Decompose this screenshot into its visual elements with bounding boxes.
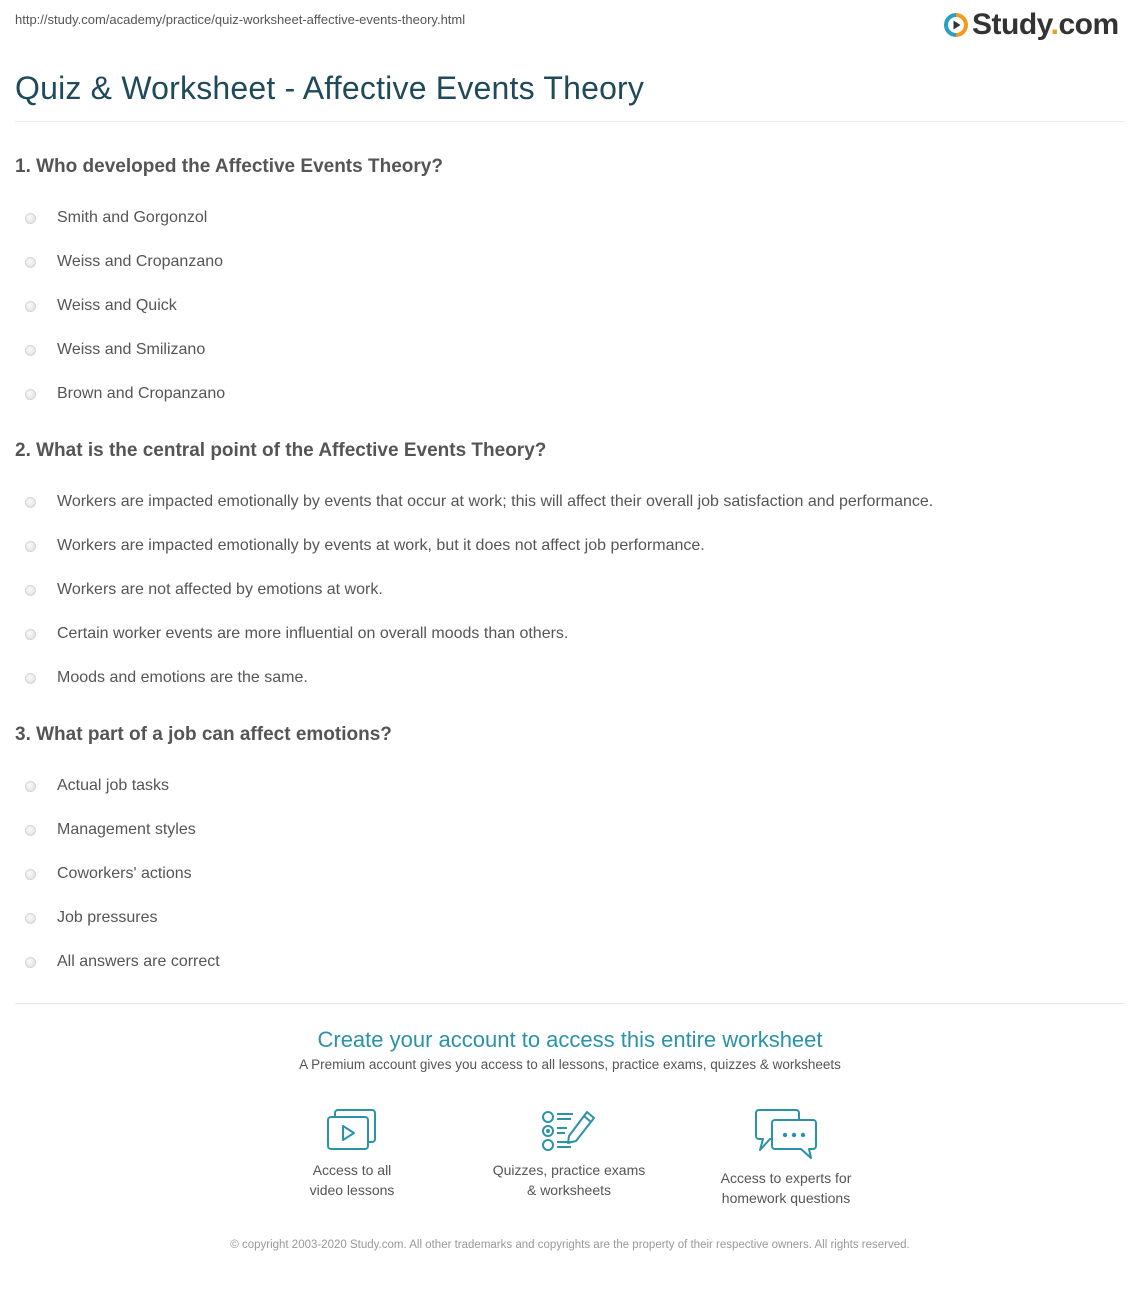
answer-option[interactable]: [15, 328, 1125, 372]
answer-option[interactable]: [15, 240, 1125, 284]
question-title: 1. Who developed the Affective Events Theory?: [15, 156, 443, 177]
divider: [15, 1003, 1125, 1004]
signup-cta: [0, 1026, 1140, 1072]
answer-options: [15, 480, 1125, 700]
feature-label-line2: video lessons: [309, 1182, 395, 1198]
radio-button[interactable]: [25, 301, 36, 312]
logo-text-tld: com: [1058, 8, 1119, 41]
feature-video-lessons: [252, 1108, 452, 1200]
chat-bubbles-icon: [754, 1108, 818, 1160]
logo-dot: .: [1050, 8, 1059, 41]
answer-option[interactable]: [15, 852, 1125, 896]
answer-option[interactable]: [15, 480, 1125, 524]
question-title: 2. What is the central point of the Affective Events Theory?: [15, 440, 547, 461]
answer-label: Actual job tasks: [57, 777, 170, 794]
radio-button[interactable]: [25, 345, 36, 356]
video-lessons-icon: [326, 1108, 378, 1152]
page-url: http://study.com/academy/practice/quiz-worksheet-affective-events-theory.html: [15, 12, 466, 27]
answer-label: Brown and Cropanzano: [57, 385, 226, 402]
feature-label-line2: & worksheets: [526, 1182, 612, 1198]
answer-label: Smith and Gorgonzol: [57, 209, 208, 226]
feature-label: [252, 1160, 452, 1200]
answer-label: Weiss and Smilizano: [57, 341, 206, 358]
question-3: [15, 720, 1125, 984]
answer-label: Certain worker events are more influential on overall moods than others.: [57, 625, 569, 642]
answer-label: Coworkers' actions: [57, 865, 192, 882]
question-1: [15, 152, 1125, 416]
answer-label: Job pressures: [57, 909, 158, 926]
radio-button[interactable]: [25, 497, 36, 508]
radio-button[interactable]: [25, 389, 36, 400]
create-account-link[interactable]: Create your account to access this entire worksheet: [317, 1027, 823, 1052]
answer-option[interactable]: [15, 940, 1125, 984]
radio-button[interactable]: [25, 869, 36, 880]
radio-button[interactable]: [25, 913, 36, 924]
study-logo[interactable]: [944, 8, 1119, 42]
radio-button[interactable]: [25, 213, 36, 224]
page-title: Quiz & Worksheet - Affective Events Theory: [15, 70, 645, 106]
feature-label: [686, 1168, 886, 1208]
answer-option[interactable]: [15, 764, 1125, 808]
radio-button[interactable]: [25, 585, 36, 596]
answer-label: All answers are correct: [57, 953, 220, 970]
feature-label: [469, 1160, 669, 1200]
feature-quizzes: [469, 1108, 669, 1200]
answer-option[interactable]: [15, 284, 1125, 328]
radio-button[interactable]: [25, 781, 36, 792]
radio-button[interactable]: [25, 673, 36, 684]
answer-label: Moods and emotions are the same.: [57, 669, 308, 686]
question-2: [15, 436, 1125, 700]
feature-label-line2: homework questions: [721, 1190, 851, 1206]
answer-option[interactable]: [15, 808, 1125, 852]
answer-option[interactable]: [15, 612, 1125, 656]
radio-button[interactable]: [25, 541, 36, 552]
answer-label: Workers are impacted emotionally by events at work, but it does not affect job performance.: [57, 537, 705, 554]
feature-label-line1: Access to all: [312, 1162, 392, 1178]
answer-label: Management styles: [57, 821, 196, 838]
answer-option[interactable]: [15, 568, 1125, 612]
feature-label-line1: Quizzes, practice exams: [492, 1162, 646, 1178]
quiz-checklist-icon: [541, 1108, 597, 1152]
answer-options: [15, 764, 1125, 984]
feature-experts: [686, 1108, 886, 1208]
radio-button[interactable]: [25, 957, 36, 968]
answer-options: [15, 196, 1125, 416]
radio-button[interactable]: [25, 629, 36, 640]
radio-button[interactable]: [25, 825, 36, 836]
answer-option[interactable]: [15, 896, 1125, 940]
answer-label: Workers are impacted emotionally by events that occur at work; this will affect their overall job satisfaction and performance.: [57, 493, 934, 510]
answer-option[interactable]: [15, 372, 1125, 416]
feature-label-line1: Access to experts for: [720, 1170, 852, 1186]
answer-label: Weiss and Cropanzano: [57, 253, 224, 270]
answer-option[interactable]: [15, 656, 1125, 700]
divider: [15, 121, 1125, 122]
logo-text-main: Study: [972, 8, 1051, 41]
answer-label: Workers are not affected by emotions at work.: [57, 581, 383, 598]
radio-button[interactable]: [25, 257, 36, 268]
question-title: 3. What part of a job can affect emotions?: [15, 724, 392, 745]
answer-option[interactable]: [15, 524, 1125, 568]
answer-label: Weiss and Quick: [57, 297, 177, 314]
answer-option[interactable]: [15, 196, 1125, 240]
play-circle-icon: [944, 13, 968, 37]
cta-subtitle: A Premium account gives you access to all lessons, practice exams, quizzes & worksheets: [299, 1057, 841, 1072]
copyright-footer: © copyright 2003-2020 Study.com. All other trademarks and copyrights are the property of their respective owners. All rights reserved.: [230, 1239, 910, 1251]
